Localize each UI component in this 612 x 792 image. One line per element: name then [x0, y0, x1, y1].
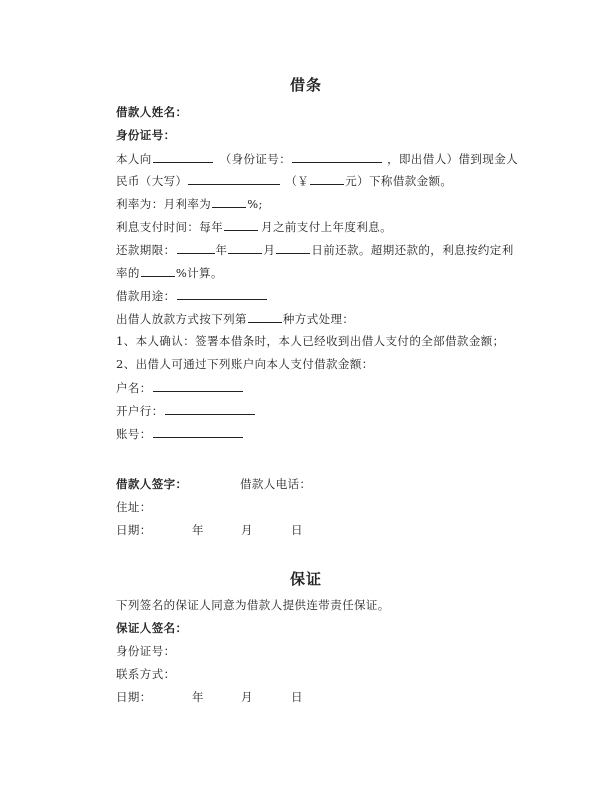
loan-paragraph-line-2 — [116, 173, 452, 188]
amount-number-blank[interactable] — [310, 173, 344, 185]
borrower-id-label: 身份证号： — [116, 128, 176, 142]
guarantor-date-day: 日 — [291, 690, 303, 704]
date-label: 日期： — [116, 523, 152, 537]
account-no-line — [116, 426, 244, 441]
option-2: 2、出借人可通过下列账户向本人支付借款金额： — [116, 357, 374, 371]
borrower-phone-label: 借款人电话： — [240, 477, 312, 491]
text-segment: 账号： — [116, 427, 152, 441]
account-name-blank[interactable] — [153, 380, 243, 392]
rate-blank[interactable] — [212, 196, 246, 208]
guarantee-statement: 下列签名的保证人同意为借款人提供连带责任保证。 — [116, 598, 390, 612]
text-segment: 户名： — [116, 381, 152, 395]
address-label: 住址： — [116, 500, 152, 514]
text-segment: %; — [247, 197, 263, 211]
interest-line — [116, 219, 392, 234]
guarantor-signature-label: 保证人签名： — [116, 621, 188, 635]
document-title: 借条 — [289, 76, 322, 94]
date-day: 日 — [291, 523, 303, 537]
text-segment: （￥ — [285, 174, 310, 188]
text-segment: 元）下称借款金额。 — [345, 174, 453, 188]
method-line — [116, 311, 354, 326]
guarantor-date-label: 日期： — [116, 690, 152, 704]
text-segment: %计算。 — [175, 266, 223, 280]
interest-month-blank[interactable] — [224, 219, 258, 231]
text-segment: 开户行： — [116, 404, 164, 418]
text-segment: 利率为：月利率为 — [116, 197, 212, 211]
bank-line — [116, 403, 256, 418]
text-segment: 种方式处理： — [282, 312, 355, 326]
lender-name-blank[interactable] — [153, 151, 213, 163]
text-segment: 日前还款。超期还款的，利息按约定利 — [311, 243, 514, 257]
date-month: 月 — [241, 523, 253, 537]
date-year: 年 — [192, 523, 204, 537]
guarantor-id-label: 身份证号： — [116, 644, 176, 658]
repay-line-1 — [116, 242, 514, 257]
repay-day-blank[interactable] — [276, 242, 310, 254]
text-segment: 还款期限： — [116, 243, 176, 257]
text-segment: 本人向 — [116, 152, 152, 166]
account-no-blank[interactable] — [153, 426, 243, 438]
text-segment: 利息支付时间：每年 — [116, 220, 224, 234]
amount-words-blank[interactable] — [188, 173, 280, 185]
repay-year-blank[interactable] — [177, 242, 215, 254]
repay-month-blank[interactable] — [228, 242, 262, 254]
text-segment: （身份证号： — [219, 152, 292, 166]
account-name-line — [116, 380, 244, 395]
purpose-blank[interactable] — [177, 288, 267, 300]
borrower-name-label: 借款人姓名： — [116, 105, 188, 119]
repay-line-2 — [116, 265, 223, 280]
method-blank[interactable] — [248, 311, 282, 323]
borrower-signature-label: 借款人签字： — [116, 477, 188, 491]
option-1: 1、本人确认：签署本借条时，本人已经收到出借人支付的全部借款金额； — [116, 334, 505, 348]
text-segment: 民币（大写） — [116, 174, 188, 188]
guarantor-date-month: 月 — [241, 690, 253, 704]
text-segment: 率的 — [116, 266, 140, 280]
guarantee-title: 保证 — [289, 570, 322, 588]
text-segment: 出借人放款方式按下列第 — [116, 312, 247, 326]
text-segment: 月之前支付上年度利息。 — [261, 220, 393, 234]
text-segment: 借款用途： — [116, 289, 176, 303]
text-segment: 年 — [215, 243, 228, 257]
guarantor-date-year: 年 — [192, 690, 204, 704]
purpose-line — [116, 288, 268, 303]
lender-id-blank[interactable] — [292, 151, 382, 163]
text-segment: 月 — [263, 243, 276, 257]
guarantor-contact-label: 联系方式： — [116, 667, 176, 681]
rate-line — [116, 196, 263, 211]
text-segment: ，即出借人）借到现金人 — [387, 152, 519, 166]
overdue-rate-blank[interactable] — [141, 265, 175, 277]
loan-paragraph-line-1 — [116, 151, 518, 166]
bank-blank[interactable] — [165, 403, 255, 415]
